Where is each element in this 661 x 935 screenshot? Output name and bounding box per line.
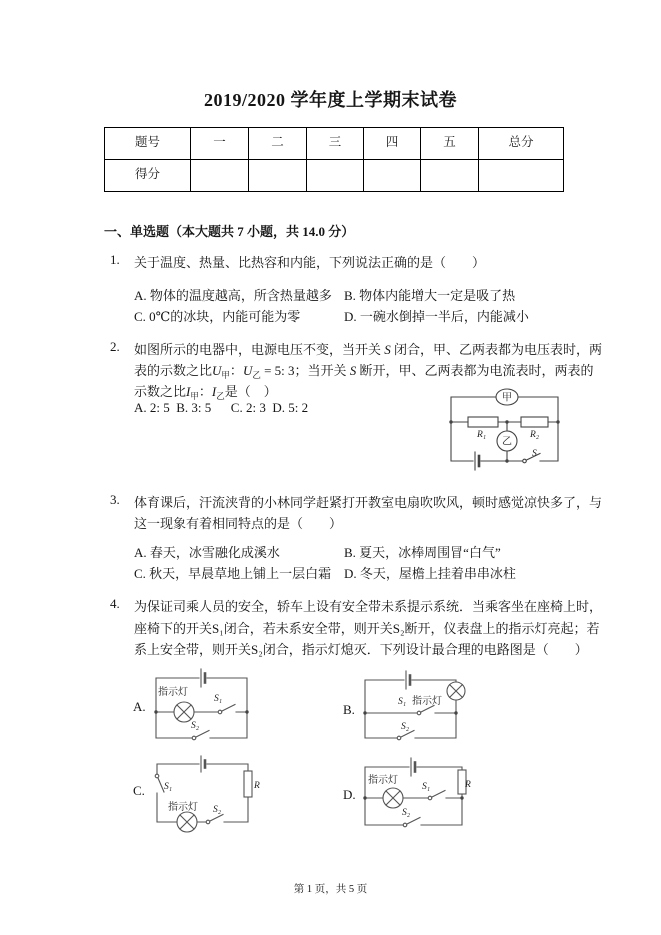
circuit-b-diagram xyxy=(353,664,478,764)
r-label: R xyxy=(254,781,260,791)
q4-line1: 为保证司乘人员的安全，轿车上设有安全带未系提示系统．当乘客坐在座椅上时， xyxy=(134,599,603,614)
q2-number: 2. xyxy=(110,339,120,354)
q3-line1: 体育课后，汗流浃背的小林同学赶紧打开教室电扇吹吹风，顿时感觉凉快多了，与 xyxy=(134,495,603,510)
q2-current-symbol-2: I xyxy=(211,384,217,399)
q2-line1-text2: 闭合，甲、乙两表都为电压表时，两 xyxy=(390,342,603,357)
q2-answer-choices: A. 2: 5 B. 3: 5 C. 2: 3 D. 5: 2 xyxy=(134,400,309,415)
s2-label: S₂ xyxy=(401,722,410,732)
circuit-c-wires xyxy=(155,756,252,832)
circuit-c-diagram xyxy=(148,755,273,855)
s1-label: S₁ xyxy=(164,782,173,792)
score-table-cell-2: 二 xyxy=(249,128,307,160)
lamp-label: 指示灯 xyxy=(412,696,442,707)
q3-option-b: B. 夏天，冰棒周围冒“白气” xyxy=(344,545,501,560)
switch-s1-icon xyxy=(428,796,432,800)
score-table-cell-4: 四 xyxy=(364,128,421,160)
switch-s1-icon xyxy=(218,710,222,714)
score-table-cell-5: 五 xyxy=(421,128,479,160)
score-value-cell xyxy=(364,160,421,192)
score-table xyxy=(104,127,564,192)
q2-current-symbol-1: I xyxy=(186,384,191,399)
circuit-d-diagram xyxy=(358,755,483,855)
s2-label: S₂ xyxy=(213,805,222,815)
lamp-label: 指示灯 xyxy=(168,802,198,813)
s1-label: S₁ xyxy=(422,782,431,792)
meter2-label: 乙 xyxy=(502,436,512,448)
resistor-icon xyxy=(244,771,252,797)
r2-label: R₂ xyxy=(530,430,540,440)
q4-number: 4. xyxy=(110,596,120,611)
lamp-label: 指示灯 xyxy=(368,775,398,786)
resistor-r2-icon xyxy=(521,417,548,427)
switch-icon xyxy=(523,459,527,463)
q2-line2-text: 表的示数之比 xyxy=(134,363,213,378)
circuit-a-diagram xyxy=(148,664,263,764)
r-label: R xyxy=(465,780,471,790)
q2-line3-text: 示数之比 xyxy=(134,384,187,399)
q1-option-a: A. 物体的温度越高，所含热量越多 xyxy=(134,288,332,303)
switch-s1-icon xyxy=(155,774,159,778)
q1-stem: 关于温度、热量、比热容和内能，下列说法正确的是（ ） xyxy=(134,255,486,270)
q2-line1 xyxy=(134,339,602,358)
q1-option-b: B. 物体内能增大一定是吸了热 xyxy=(344,288,516,303)
q2-line3-text2: 是（ ） xyxy=(224,384,277,399)
resistor-r1-icon xyxy=(468,417,498,427)
q1-option-c: C. 0℃的冰块，内能可能为零 xyxy=(134,309,301,324)
score-value-cell xyxy=(191,160,249,192)
score-table-cell-1: 一 xyxy=(191,128,249,160)
score-value-cell xyxy=(249,160,307,192)
q2-switch-symbol: S xyxy=(384,342,391,357)
score-value-cell xyxy=(479,160,564,192)
switch-s1-icon xyxy=(417,711,421,715)
q3-number: 3. xyxy=(110,492,120,507)
circuit-c-label: C. xyxy=(133,783,145,798)
q2-voltage-sub-1: 甲 xyxy=(221,369,230,380)
score-value-cell xyxy=(421,160,479,192)
page-footer: 第 1 页，共 5 页 xyxy=(293,884,368,895)
switch-s2-icon xyxy=(397,736,401,740)
q2-line2 xyxy=(134,360,594,379)
q1-number: 1. xyxy=(110,252,120,267)
q3-option-a: A. 春天，冰雪融化成溪水 xyxy=(134,545,280,560)
q2-voltage-symbol-2: U xyxy=(242,363,253,378)
circuit-a-label: A. xyxy=(133,699,146,714)
circuit-b-label: B. xyxy=(343,702,355,717)
q2-current-sub-1: 甲 xyxy=(190,390,199,401)
switch-s2-icon xyxy=(192,736,196,740)
score-table-cell-tihao: 题号 xyxy=(105,128,191,160)
score-table-header-row xyxy=(105,128,564,160)
s2-label: S₂ xyxy=(191,721,200,731)
q4-line2: 座椅下的开关S₁闭合，若未系安全带，则开关S₂断开，仪表盘上的指示灯亮起；若 xyxy=(134,621,600,636)
switch-s2-icon xyxy=(206,820,210,824)
s2-label: S₂ xyxy=(402,808,411,818)
s1-label: S₁ xyxy=(398,697,407,707)
q2-voltage-sub-2: 乙 xyxy=(252,369,261,380)
s1-label: S₁ xyxy=(214,694,223,704)
score-table-cell-total: 总分 xyxy=(479,128,564,160)
circuit-d-label: D. xyxy=(343,787,356,802)
q2-voltage-symbol-1: U xyxy=(212,363,222,378)
q2-line2-text3: 断开，甲、乙两表都为电流表时，两表的 xyxy=(356,363,594,378)
q2-line3-colon: ： xyxy=(198,384,212,399)
s-label: S xyxy=(532,449,537,459)
q3-option-d: D. 冬天，屋檐上挂着串串冰柱 xyxy=(344,566,516,581)
q3-option-c: C. 秋天，早晨草地上铺上一层白霜 xyxy=(134,566,332,581)
score-value-cell xyxy=(307,160,364,192)
q2-current-sub-2: 乙 xyxy=(216,390,225,401)
q2-line1-text: 如图所示的电器中，电源电压不变，当开关 xyxy=(134,342,385,357)
q1-option-d: D. 一碗水倒掉一半后，内能减小 xyxy=(344,309,529,324)
score-table-score-row xyxy=(105,160,564,192)
r1-label: R₁ xyxy=(477,430,487,440)
score-table-cell-3: 三 xyxy=(307,128,364,160)
q2-circuit-diagram xyxy=(448,388,565,472)
page-title: 2019/2020 学年度上学期末试卷 xyxy=(203,90,457,110)
switch-s2-icon xyxy=(403,823,407,827)
q2-line2-colon: ： xyxy=(229,363,243,378)
meter1-label: 甲 xyxy=(502,392,512,404)
q3-line2: 这一现象有着相同特点的是（ ） xyxy=(134,516,343,531)
circuit-a-wires xyxy=(156,669,247,740)
q4-line3: 系上安全带，则开关S₂闭合，指示灯熄灭．下列设计最合理的电路图是（ ） xyxy=(134,642,588,657)
q2-line2-text2: = 5: 3；当开关 xyxy=(260,363,350,378)
section-heading: 一、单选题（本大题共 7 小题，共 14.0 分） xyxy=(104,224,355,239)
q2-switch-symbol-2: S xyxy=(349,363,357,378)
q2-line3 xyxy=(134,381,277,400)
lamp-label: 指示灯 xyxy=(158,687,188,698)
score-label-cell: 得分 xyxy=(105,160,191,192)
circuit-d-wires xyxy=(365,758,466,827)
